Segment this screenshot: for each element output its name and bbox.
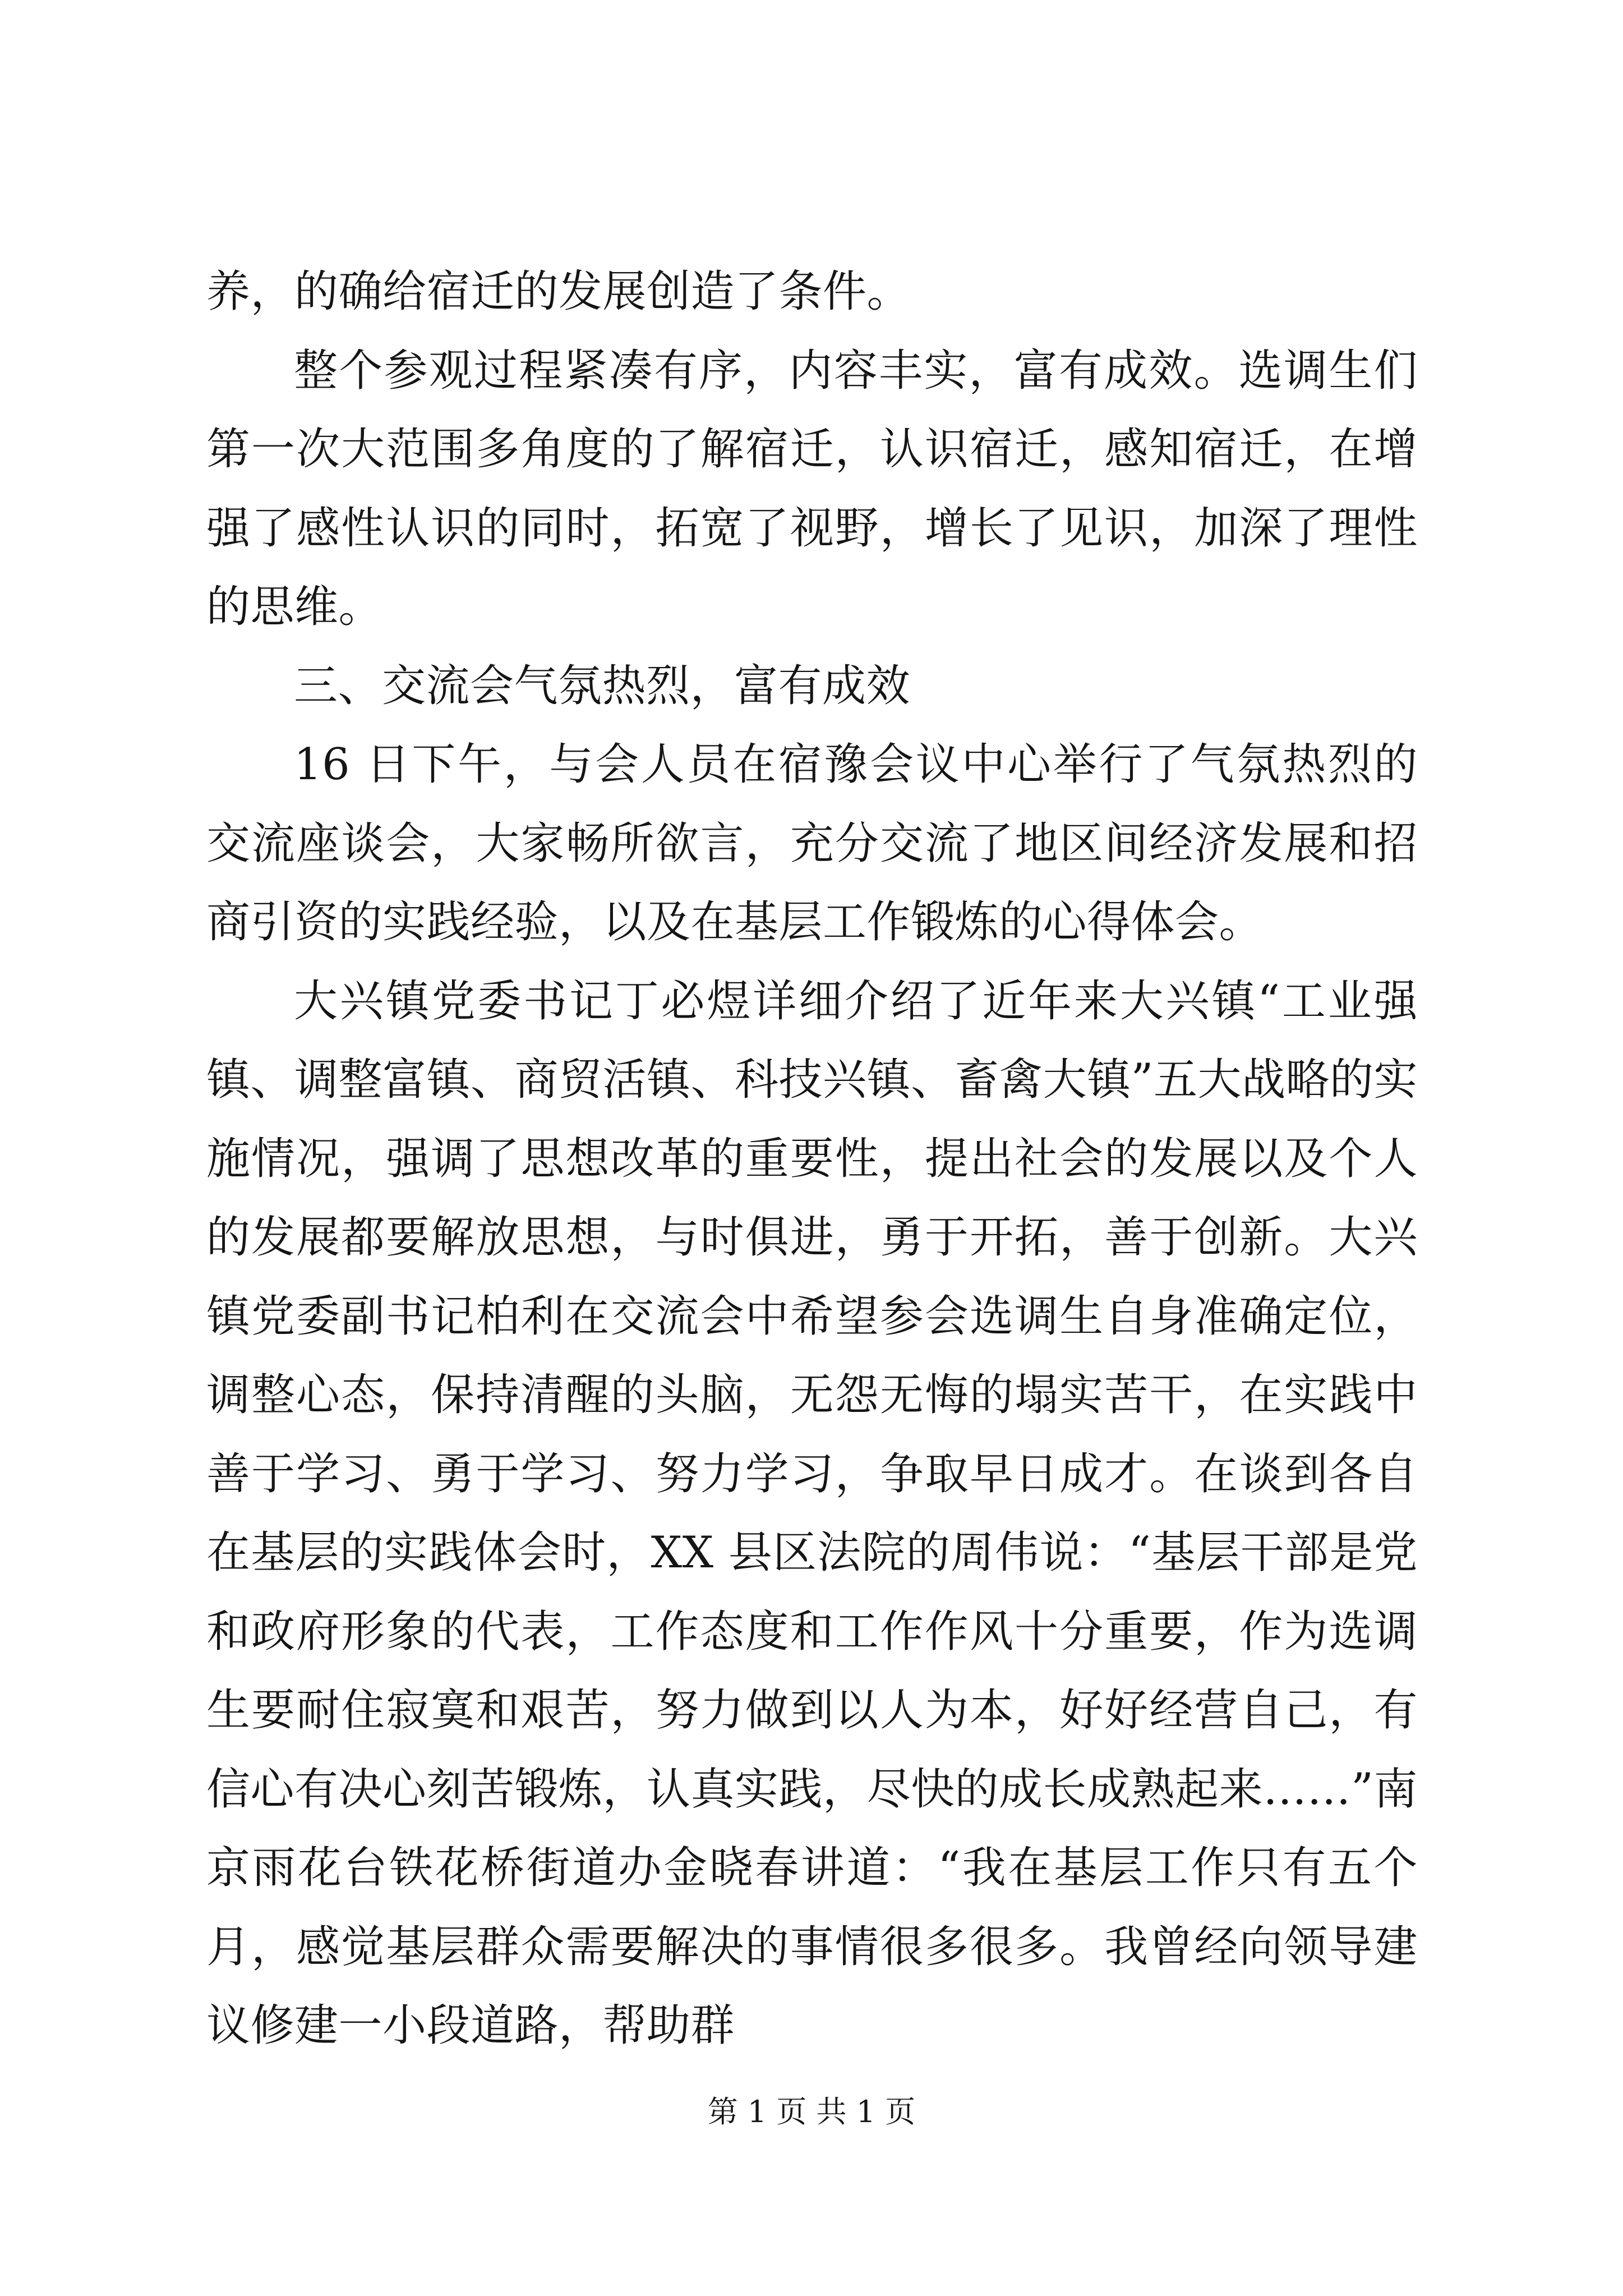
page-number-footer: 第 1 页 共 1 页: [707, 2094, 916, 2129]
paragraph-continuation: 养，的确给宿迁的发展创造了条件。: [206, 266, 911, 317]
paragraph-speeches: 大兴镇党委书记丁必煜详细介绍了近年来大兴镇“工业强镇、调整富镇、商贸活镇、科技兴镇、畜禽大镇”五大战略的实施情况，强调了思想改革的重要性，提出社会的发展以及个人的发展都要解放思想，与时俱进，勇于开拓，善于创新。大兴镇党委副书记柏利在交流会中希望参会选调生自身准确定位，调整心态，保持清醒的头脑，无怨无悔的塌实苦干，在实践中善于学习、勇于学习、努力学习，争取早日成才。在谈到各自在基层的实践体会时，XX 县区法院的周伟说：“基层干部是党和政府形象的代表，工作态度和工作作风十分重要，作为选调生要耐住寂寞和艰苦，努力做到以人为本，好好经营自己，有信心有决心刻苦锻炼，认真实践，尽快的成长成熟起来……”南京雨花台铁花桥街道办金晓春讲道：“我在基层工作只有五个月，感觉基层群众需要解决的事情很多很多。我曾经向领导建议修建一小段道路，帮助群: [206, 976, 1418, 2051]
paragraph-meeting: 16 日下午，与会人员在宿豫会议中心举行了气氛热烈的交流座谈会，大家畅所欲言，充分交流了地区间经济发展和招商引资的实践经验，以及在基层工作锻炼的心得体会。: [206, 739, 1418, 947]
document-body: [206, 252, 1418, 2065]
paragraph-visit-summary: 整个参观过程紧凑有序，内容丰实，富有成效。选调生们第一次大范围多角度的了解宿迁，认识宿迁，感知宿迁，在增强了感性认识的同时，拓宽了视野，增长了见识，加深了理性的思维。: [206, 345, 1418, 632]
section-heading: 三、交流会气氛热烈，富有成效: [294, 660, 911, 711]
